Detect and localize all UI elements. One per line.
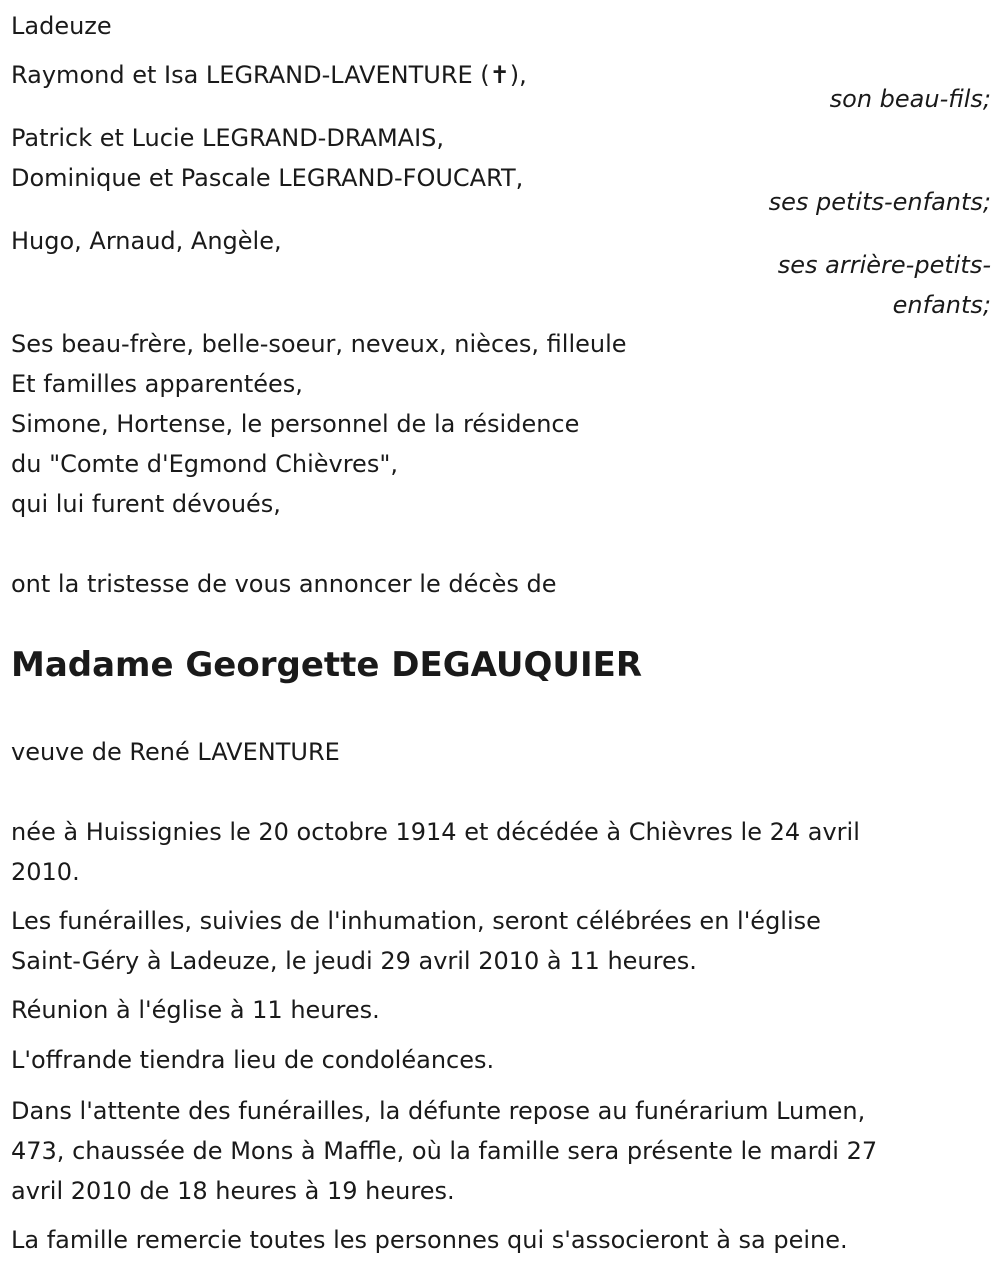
grandchildren-role: ses petits-enfants; [768,188,991,216]
relatives-line-3: Simone, Hortense, le personnel de la résidence [11,410,580,438]
grandchildren-line-1: Patrick et Lucie LEGRAND-DRAMAIS, [11,124,445,152]
announcement-line: ont la tristesse de vous annoncer le décès de [11,570,557,598]
place-line: Ladeuze [11,12,112,40]
son-in-law-role: son beau-fils; [829,85,991,113]
birth-death-line-2: 2010. [11,858,80,886]
birth-death-line-1: née à Huissignies le 20 octobre 1914 et décédée à Chièvres le 24 avril [11,818,860,846]
offering-line: L'offrande tiendra lieu de condoléances. [11,1046,495,1074]
repose-line-3: avril 2010 de 18 heures à 19 heures. [11,1177,455,1205]
son-in-law-line: Raymond et Isa LEGRAND-LAVENTURE (✝), [11,61,527,89]
great-grandchildren-role-2: enfants; [892,291,991,319]
meeting-line: Réunion à l'église à 11 heures. [11,996,380,1024]
funeral-line-2: Saint-Géry à Ladeuze, le jeudi 29 avril 2010 à 11 heures. [11,947,697,975]
widow-of-line: veuve de René LAVENTURE [11,738,340,766]
great-grandchildren-line: Hugo, Arnaud, Angèle, [11,227,282,255]
repose-line-2: 473, chaussée de Mons à Maffle, où la famille sera présente le mardi 27 [11,1137,878,1165]
great-grandchildren-role-1: ses arrière-petits- [777,251,991,279]
relatives-line-1: Ses beau-frère, belle-soeur, neveux, nièces, filleule [11,330,627,358]
thanks-line: La famille remercie toutes les personnes qui s'associeront à sa peine. [11,1226,848,1254]
funeral-line-1: Les funérailles, suivies de l'inhumation, seront célébrées en l'église [11,907,821,935]
deceased-name: Madame Georgette DEGAUQUIER [11,645,643,685]
relatives-line-4: du "Comte d'Egmond Chièvres", [11,450,398,478]
relatives-line-2: Et familles apparentées, [11,370,303,398]
repose-line-1: Dans l'attente des funérailles, la défunte repose au funérarium Lumen, [11,1097,866,1125]
grandchildren-line-2: Dominique et Pascale LEGRAND-FOUCART, [11,164,524,192]
relatives-line-5: qui lui furent dévoués, [11,490,281,518]
